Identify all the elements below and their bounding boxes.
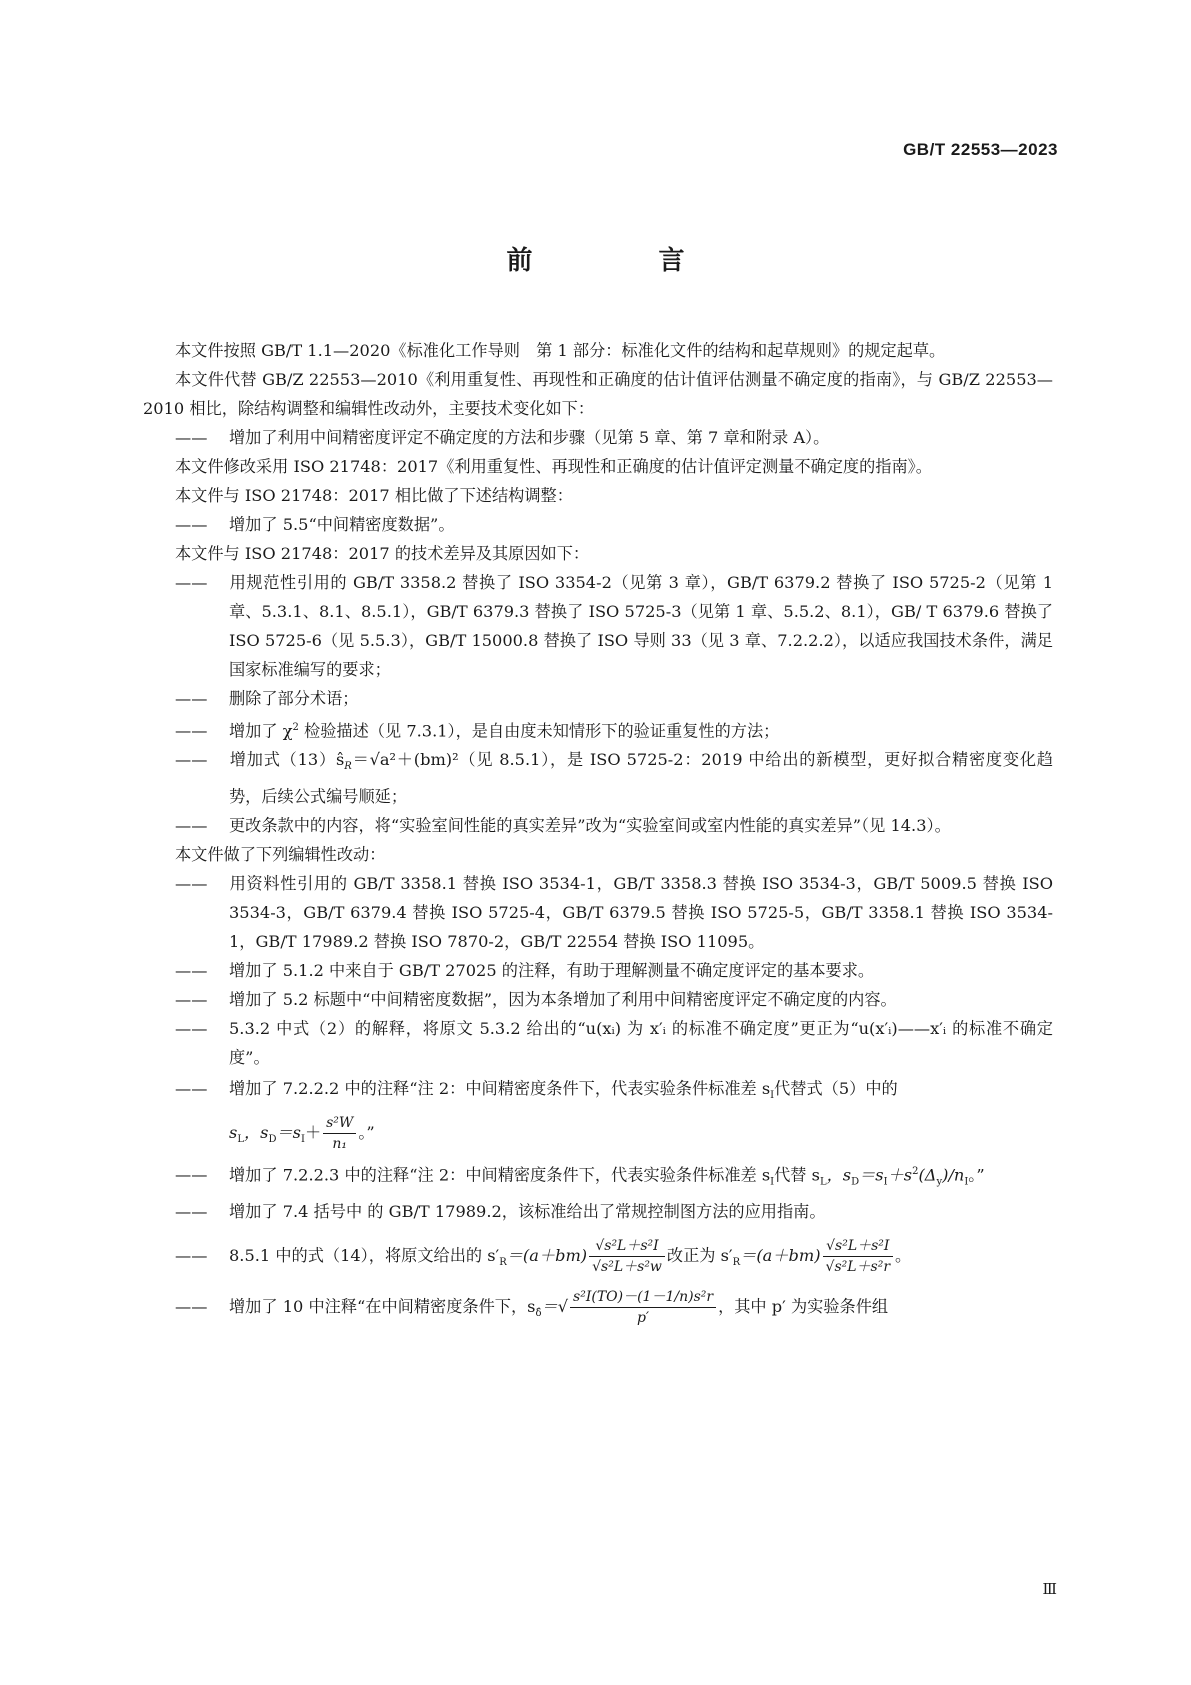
list-item-text: 代替 s xyxy=(774,1165,820,1185)
subscript: δ̂ xyxy=(535,1308,542,1320)
math-text: (Δ xyxy=(918,1165,937,1185)
list-item-text: 改正为 s′ xyxy=(666,1245,733,1265)
subscript: D xyxy=(268,1134,277,1146)
list-item-text: 5.3.2 中式（2）的解释，将原文 5.3.2 给出的“u(xᵢ) 为 x′ᵢ 的标准不确定度”更正为“u(x′ᵢ)——x′ᵢ 的标准不确定度”。 xyxy=(229,1018,1053,1067)
subscript: R xyxy=(499,1256,507,1268)
fraction-denominator: n₁ xyxy=(332,1135,348,1152)
fraction-numerator: √s²L＋s²I xyxy=(589,1236,665,1257)
list-item-text: 增加了 5.5“中间精密度数据”。 xyxy=(229,515,455,534)
math-text: ＝s xyxy=(276,1122,301,1142)
list-item-text: 删除了部分术语； xyxy=(229,689,359,708)
dash-marker: —— xyxy=(175,721,208,741)
paragraph: 本文件做了下列编辑性改动： xyxy=(175,844,386,864)
list-item xyxy=(143,1197,1053,1226)
math-text: 。” xyxy=(968,1165,985,1185)
list-item-text: 增加了 7.4 括号中 的 GB/T 17989.2，该标准给出了常规控制图方法的应用指南。 xyxy=(229,1201,826,1221)
list-item xyxy=(143,510,1053,539)
page-number: Ⅲ xyxy=(1042,1580,1057,1598)
subscript: L xyxy=(819,1176,827,1188)
paragraph: 本文件按照 GB/T 1.1—2020《标准化工作导则 第 1 部分：标准化文件的结构和起草规则》的规定起草。 xyxy=(175,341,946,360)
fraction-numerator: s²W xyxy=(323,1113,356,1134)
subscript: R xyxy=(344,761,352,773)
math-text: ＋s xyxy=(887,1165,913,1185)
list-item xyxy=(143,1072,1053,1157)
paragraph: 本文件代替 GB/Z 22553—2010《利用重复性、再现性和正确度的估计值评估测量不确定度的指南》，与 GB/Z 22553—2010 相比，除结构调整和编辑性改动外，主要技术变化如下： xyxy=(143,370,1053,418)
math-text: ＝(a＋bm) xyxy=(506,1245,588,1265)
math-text: ＝√ xyxy=(541,1296,569,1316)
list-item-text: 增加了利用中间精密度评定不确定度的方法和步骤（见第 5 章、第 7 章和附录 A）。 xyxy=(229,428,830,447)
list-item xyxy=(143,1014,1053,1072)
dash-marker: —— xyxy=(175,1078,208,1098)
list-item-text: 增加了 7.2.2.2 中的注释“注 2：中间精密度条件下，代表实验条件标准差 s xyxy=(229,1078,771,1098)
list-item-text: 增加式（13）ŝ xyxy=(229,750,345,770)
list-item-text: 增加了 χ xyxy=(229,721,293,741)
fraction xyxy=(589,1236,665,1277)
paragraph: 本文件与 ISO 21748：2017 的技术差异及其原因如下： xyxy=(175,544,590,563)
subscript: L xyxy=(237,1134,244,1146)
dash-marker: —— xyxy=(175,873,208,893)
subscript: I xyxy=(964,1176,969,1188)
page-title: 前 言 xyxy=(506,246,735,276)
fraction-denominator: p′ xyxy=(636,1309,650,1326)
fraction-denominator: √s²L＋s²w xyxy=(592,1258,662,1275)
math-symbol: s xyxy=(229,1122,238,1142)
dash-marker: —— xyxy=(175,1296,208,1316)
fraction-numerator: s²I(TO)－(1－1/n)s²r xyxy=(570,1287,716,1308)
math-text: ，s xyxy=(243,1122,269,1142)
list-item-text: ，其中 p′ 为实验条件组 xyxy=(718,1296,889,1316)
fraction-numerator: √s²L＋s²I xyxy=(823,1236,894,1257)
fraction-denominator: √s²L＋s²r xyxy=(825,1258,891,1275)
dash-marker: —— xyxy=(175,573,208,592)
paragraph: 本文件修改采用 ISO 21748：2017《利用重复性、再现性和正确度的估计值评定测量不确定度的指南》。 xyxy=(175,457,932,476)
list-item-text: 8.5.1 中的式（14），将原文给出的 s′ xyxy=(229,1245,500,1265)
list-item xyxy=(143,1287,1053,1328)
dash-marker: —— xyxy=(175,1245,208,1265)
foreword-body xyxy=(143,336,1053,1328)
subscript: I xyxy=(883,1176,888,1188)
list-item-text: 增加了 5.2 标题中“中间精密度数据”，因为本条增加了利用中间精密度评定不确定度的内容。 xyxy=(229,989,897,1009)
list-item xyxy=(143,423,1053,452)
list-item-text: 增加了 5.1.2 中来自于 GB/T 27025 的注释，有助于理解测量不确定度评定的基本要求。 xyxy=(229,960,875,980)
math-text: ＝(a＋bm) xyxy=(740,1245,821,1265)
list-item-text: 检验描述（见 7.3.1），是自由度未知情形下的验证重复性的方法； xyxy=(298,721,780,741)
spacer xyxy=(143,1277,1053,1287)
superscript: 2 xyxy=(292,722,299,733)
list-item xyxy=(143,568,1053,684)
superscript: 2 xyxy=(912,1166,919,1178)
paragraph: 本文件与 ISO 21748：2017 相比做了下述结构调整： xyxy=(175,486,573,505)
list-item-text: 用资料性引用的 GB/T 3358.1 替换 ISO 3534-1，GB/T 3358.3 替换 ISO 3534-3，GB/T 5009.5 替换 ISO 3534-3，GB/T 6379.4 替换 ISO 5725-4，GB/T 6379.5 替换 ISO 5725-5，GB/T 3358.1 替换 ISO 3534-1，GB/T 17989.2 替换 ISO 7870-2，GB/T 22554 替换 ISO 11095。 xyxy=(229,873,1053,951)
fraction xyxy=(823,1236,894,1277)
list-item xyxy=(143,985,1053,1014)
list-item-text: 增加了 10 中注释“在中间精密度条件下，s xyxy=(229,1296,536,1316)
math-text: 。” xyxy=(358,1122,375,1142)
dash-marker: —— xyxy=(175,689,208,708)
list-item xyxy=(143,1157,1053,1197)
math-text: )/n xyxy=(942,1165,965,1185)
subscript: R xyxy=(732,1256,741,1268)
subscript: D xyxy=(851,1176,860,1188)
dash-marker: —— xyxy=(175,428,208,447)
fraction xyxy=(323,1113,356,1154)
dash-marker: —— xyxy=(175,960,208,980)
dash-marker: —— xyxy=(175,1201,208,1221)
math-text: ，s xyxy=(826,1165,852,1185)
fraction xyxy=(570,1287,716,1328)
math-text: 。 xyxy=(895,1245,912,1265)
list-item xyxy=(143,713,1053,745)
list-item-text: 更改条款中的内容，将“实验室间性能的真实差异”改为“实验室间或室内性能的真实差异”（见 14.3）。 xyxy=(229,815,951,835)
list-item xyxy=(143,1236,1053,1277)
math-text: ＋ xyxy=(304,1122,322,1142)
list-item xyxy=(143,745,1053,810)
list-item-text: 代替式（5）中的 xyxy=(774,1078,898,1098)
list-item-text: 增加了 7.2.2.3 中的注释“注 2：中间精密度条件下，代表实验条件标准差 s xyxy=(229,1165,771,1185)
list-item xyxy=(143,956,1053,985)
list-item xyxy=(143,684,1053,713)
spacer xyxy=(143,1226,1053,1236)
subscript: I xyxy=(770,1176,775,1188)
dash-marker: —— xyxy=(175,515,208,534)
dash-marker: —— xyxy=(175,815,208,835)
list-item xyxy=(143,811,1053,840)
list-item-text: 用规范性引用的 GB/T 3358.2 替换了 ISO 3354-2（见第 3 章），GB/T 6379.2 替换了 ISO 5725-2（见第 1 章、5.3.1、8.1、8.5.1），GB/T 6379.3 替换了 ISO 5725-3（见第 1 章、5.5.2、8.1），GB/ T 6379.6 替换了 ISO 5725-6（见 5.5.3），GB/T 15000.8 替换了 ISO 导则 33（见 3 章、7.2.2.2），以适应我国技术条件，满足国家标准编写的要求； xyxy=(229,573,1053,679)
list-item xyxy=(143,869,1053,956)
subscript: I xyxy=(300,1134,305,1146)
dash-marker: —— xyxy=(175,1165,208,1185)
list-item-text: ＝√a²＋(bm)²（见 8.5.1），是 ISO 5725-2：2019 中给出的新模型，更好拟合精密度变化趋势，后续公式编号顺延； xyxy=(229,750,1054,806)
subscript: y xyxy=(936,1176,943,1188)
standard-code: GB/T 22553—2023 xyxy=(903,140,1058,159)
dash-marker: —— xyxy=(175,750,208,770)
dash-marker: —— xyxy=(175,989,208,1009)
subscript: I xyxy=(770,1089,775,1101)
dash-marker: —— xyxy=(175,1018,208,1038)
math-text: ＝s xyxy=(859,1165,884,1185)
